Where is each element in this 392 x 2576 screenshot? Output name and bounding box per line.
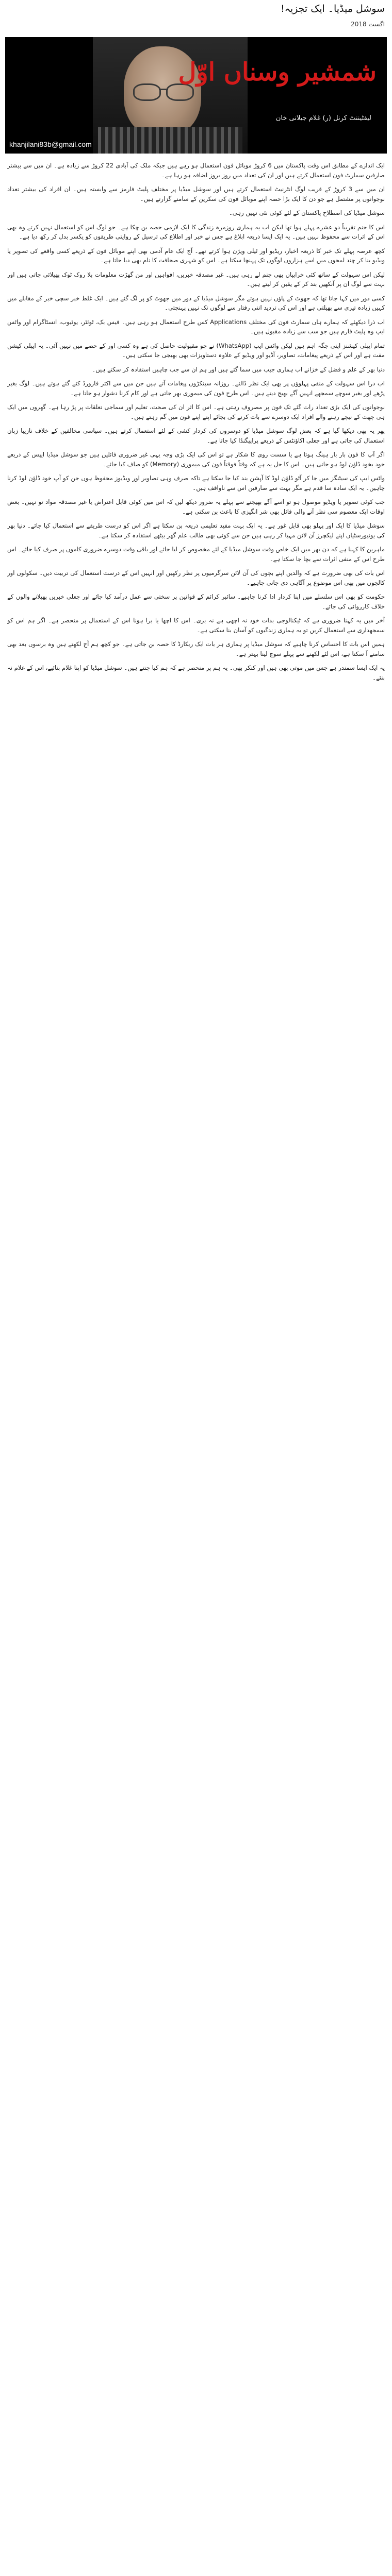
article-paragraph: واٹس ایپ کی سیٹنگز میں جا کر آٹو ڈاؤن لوڈ کا آپشن بند کیا جا سکتا ہے تاکہ صرف وہی تصاویر اور ویڈیوز محفوظ ہوں جن کو آپ خود ڈاؤن لوڈ کرنا چاہیں۔ یہ ایک سادہ سا قدم ہے مگر بہت سے صارفین اس سے ناواقف ہیں۔: [7, 474, 385, 492]
article-paragraph: آخر میں یہ کہنا ضروری ہے کہ ٹیکنالوجی بذات خود نہ اچھی ہے نہ بری۔ اس کا اچھا یا برا ہونا اس کے استعمال پر منحصر ہے۔ اگر ہم اس کو سمجھداری سے استعمال کریں تو یہ ہماری زندگیوں کو آسان بنا سکتی ہے۔: [7, 617, 385, 634]
article-paragraph: ایک اندازے کے مطابق اس وقت پاکستان میں 6 کروڑ موبائل فون استعمال ہو رہے ہیں جبکہ ملک کی آبادی 22 کروڑ سے زیادہ ہے۔ ان میں سے بیشتر صارفین سمارٹ فون استعمال کرتے ہیں اور ان کی تعداد میں روز بروز اضافہ ہو رہا ہے۔: [7, 162, 385, 179]
author-email[interactable]: khanjilani83b@gmail.com: [9, 140, 92, 148]
article-paragraph: پھر یہ بھی دیکھا گیا ہے کہ بعض لوگ سوشل میڈیا کو دوسروں کی کردار کشی کے لئے استعمال کرتے ہیں۔ سیاسی مخالفین کے خلاف نازیبا زبان استعمال کی جاتی ہے اور جعلی اکاؤنٹس کے ذریعے پراپیگنڈا کیا جاتا ہے۔: [7, 427, 385, 444]
article-paragraph: اس بات کی بھی ضرورت ہے کہ والدین اپنے بچوں کی آن لائن سرگرمیوں پر نظر رکھیں اور انہیں اس کے درست استعمال کی تربیت دیں۔ سکولوں اور کالجوں میں بھی اس موضوع پر آگاہی دی جانی چاہیے۔: [7, 569, 385, 586]
article-paragraph: کچھ عرصہ پہلے تک خبر کا ذریعہ اخبار، ریڈیو اور ٹیلی ویژن ہوا کرتے تھے۔ آج ایک عام آدمی بھی اپنے موبائل فون کے ذریعے کسی واقعے کی تصویر یا ویڈیو بنا کر چند لمحوں میں اسے ہزاروں لوگوں تک پہنچا سکتا ہے۔ اس کو شہری صحافت کا نام بھی دیا جاتا ہے۔: [7, 247, 385, 264]
article-paragraph: حکومت کو بھی اس سلسلے میں اپنا کردار ادا کرنا چاہیے۔ سائبر کرائم کے قوانین پر سختی سے عمل درآمد کیا جائے اور جعلی خبریں پھیلانے والوں کے خلاف کارروائی کی جائے۔: [7, 593, 385, 610]
article-paragraph: جب کوئی تصویر یا ویڈیو موصول ہو تو اسے آگے بھیجنے سے پہلے یہ ضرور دیکھ لیں کہ اس میں کوئی قابل اعتراض یا غیر مصدقہ مواد تو نہیں۔ بعض اوقات ایک معصوم سی نظر آنے والی فائل بھی شر انگیزی کا باعث بن سکتی ہے۔: [7, 498, 385, 515]
article-paragraph: اگر آپ کا فون بار بار ہینگ ہوتا ہے یا سست روی کا شکار ہے تو اس کی ایک بڑی وجہ یہی غیر ضروری فائلیں ہیں جو سوشل میڈیا ایپس کے ذریعے خود بخود ڈاؤن لوڈ ہو جاتی ہیں۔ اس کا حل یہ ہے کہ وقتاً فوقتاً فون کی میموری (Memory) کو صاف کیا جائے۔: [7, 451, 385, 468]
article-paragraph: تمام ایپلی کیشنز اپنی جگہ اہم ہیں لیکن واٹس ایپ (WhatsApp) نے جو مقبولیت حاصل کی ہے وہ کسی اور کے حصے میں نہیں آئی۔ یہ ایپلی کیشن مفت ہے اور اس کے ذریعے پیغامات، تصاویر، آڈیو اور ویڈیو کے علاوہ دستاویزات بھی بھیجی جا سکتی ہیں۔: [7, 342, 385, 359]
article-paragraph: سوشل میڈیا کا ایک اور پہلو بھی قابل غور ہے۔ یہ ایک بہت مفید تعلیمی ذریعہ بن سکتا ہے اگر اس کو درست طریقے سے استعمال کیا جائے۔ دنیا بھر کی یونیورسٹیاں اپنے لیکچرز آن لائن مہیا کر رہی ہیں جن سے کوئی بھی طالب علم گھر بیٹھے استفادہ کر سکتا ہے۔: [7, 522, 385, 539]
column-banner: [5, 37, 387, 154]
author-photo: [93, 37, 248, 154]
article-paragraph: نوجوانوں کی ایک بڑی تعداد رات گئے تک فون پر مصروف رہتی ہے۔ اس کا اثر ان کی صحت، تعلیم اور سماجی تعلقات پر پڑ رہا ہے۔ گھروں میں ایک ہی چھت کے نیچے رہنے والے افراد ایک دوسرے سے بات کرنے کی بجائے اپنے اپنے فون میں گم رہتے ہیں۔: [7, 403, 385, 420]
article-paragraph: سوشل میڈیا کی اصطلاح پاکستان کے لئے کوئی نئی نہیں رہی۔: [228, 209, 385, 216]
article-paragraph: دنیا بھر کے علم و فضل کے خزانے اب ہماری جیب میں سما گئے ہیں اور ہم ان سے جب چاہیں استفادہ کر سکتے ہیں۔: [92, 365, 385, 373]
article-paragraph: ماہرین کا کہنا ہے کہ دن بھر میں ایک خاص وقت سوشل میڈیا کے لئے مخصوص کر لیا جائے اور باقی وقت دوسرے ضروری کاموں پر صرف کیا جائے۔ اس طرح اس کے منفی اثرات سے بچا جا سکتا ہے۔: [7, 546, 385, 563]
article-body: [7, 161, 385, 2576]
author-name: لیفٹیننٹ کرنل (ر) غلام جیلانی خان: [275, 114, 371, 122]
article-paragraph: اب ذرا دیکھئے کہ ہمارے ہاں سمارٹ فون کی مختلف Applications کس طرح استعمال ہو رہی ہیں۔ فیس بک، ٹوئٹر، یوٹیوب، انسٹاگرام اور واٹس ایپ وہ پلیٹ فارم ہیں جو سب سے زیادہ مقبول ہیں۔: [7, 318, 385, 335]
article-paragraph: ان میں سے 3 کروڑ کے قریب لوگ انٹرنیٹ استعمال کرتے ہیں اور سوشل میڈیا پر مختلف پلیٹ فارمز سے وابستہ ہیں۔ ان افراد کی بیشتر تعداد نوجوانوں پر مشتمل ہے جو دن کا ایک بڑا حصہ اپنے موبائل فون کی سکرین کے سامنے گزارتے ہیں۔: [7, 185, 385, 202]
article-headline: سوشل میڈیا۔ ایک تجزیہ!: [281, 3, 385, 14]
article-paragraph: لیکن اس سہولت کے ساتھ کئی خرابیاں بھی جنم لے رہی ہیں۔ غیر مصدقہ خبریں، افواہیں اور من گھڑت معلومات بلا روک ٹوک پھیلائی جاتی ہیں اور بہت سے لوگ ان پر آنکھیں بند کر کے یقین کر لیتے ہیں۔: [7, 270, 385, 287]
article-date: اگست 2018: [351, 21, 385, 28]
article-paragraph: اب ذرا اس سہولت کے منفی پہلوؤں پر بھی ایک نظر ڈالئے۔ روزانہ سینکڑوں پیغامات آتے ہیں جن میں سے اکثر فارورڈ کئے گئے ہوتے ہیں۔ لوگ بغیر پڑھے اور بغیر سوچے سمجھے انہیں آگے بھیج دیتے ہیں۔ اس طرح فون کی میموری بھر جاتی ہے اور کام کرنا دشوار ہو جاتا ہے۔: [7, 380, 385, 397]
author-shirt: [98, 127, 242, 154]
article-paragraph: اس کا جنم تقریباً دو عشرے پہلے ہوا تھا لیکن اب یہ ہماری روزمرہ زندگی کا ایک لازمی حصہ بن چکا ہے۔ جو لوگ اس کو استعمال نہیں کرتے وہ بھی اس کے اثرات سے محفوظ نہیں ہیں۔ یہ ایک ایسا ذریعہ ابلاغ ہے جس نے خبر اور اطلاع کی ترسیل کے روایتی طریقوں کو یکسر بدل کر رکھ دیا ہے۔: [7, 223, 385, 240]
article-paragraph: ہمیں اس بات کا احساس کرنا چاہیے کہ سوشل میڈیا پر ہماری ہر بات ایک ریکارڈ کا حصہ بن جاتی ہے۔ جو کچھ ہم آج لکھتے ہیں وہ برسوں بعد بھی سامنے آ سکتا ہے، اس لئے لکھنے سے پہلے سوچ لینا بہتر ہے۔: [7, 640, 385, 657]
article-paragraph: کسی دور میں کہا جاتا تھا کہ جھوٹ کے پاؤں نہیں ہوتے مگر سوشل میڈیا کے دور میں جھوٹ کو پر لگ گئے ہیں۔ ایک غلط خبر سچی خبر کے مقابلے میں کہیں زیادہ تیزی سے پھیلتی ہے اور اس کی تردید اتنی رفتار سے لوگوں تک نہیں پہنچتی۔: [7, 294, 385, 311]
column-title: شمشیر وسناں اوّل: [178, 58, 377, 87]
article-paragraph: یہ ایک ایسا سمندر ہے جس میں موتی بھی ہیں اور کنکر بھی۔ یہ ہم پر منحصر ہے کہ ہم کیا چنتے ہیں۔ سوشل میڈیا کو اپنا غلام بنائیے، اس کے غلام نہ بنئے۔: [7, 664, 385, 681]
